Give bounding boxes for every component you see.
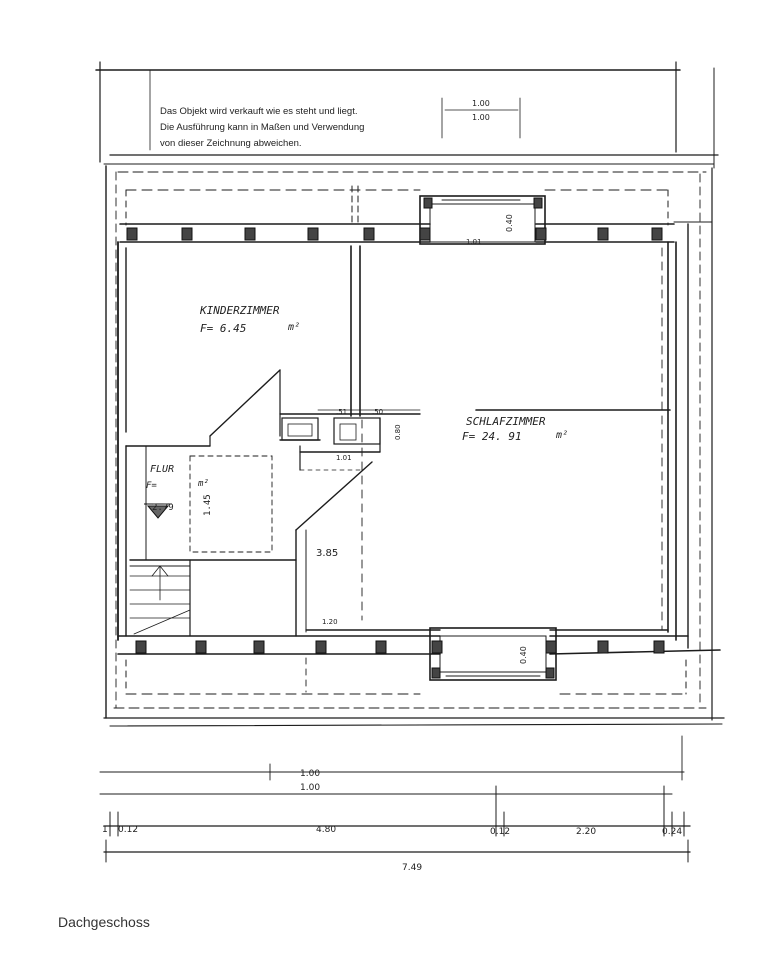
disclaimer-line-2: Die Ausführung kann in Maßen und Verwendung bbox=[160, 122, 365, 133]
small-dim-2: 1.01 bbox=[336, 454, 352, 462]
stair-dim-label: 1.45 bbox=[203, 494, 213, 516]
window-dim-bottom: 0.40 bbox=[519, 646, 528, 664]
room-kinderzimmer-name: KINDERZIMMER bbox=[200, 304, 280, 317]
room-flur-area: F= bbox=[146, 481, 157, 491]
room-flur-name: FLUR bbox=[150, 464, 175, 475]
window-dim-top: 0.40 bbox=[505, 214, 514, 232]
bath-dim-c: 0.80 bbox=[394, 424, 402, 440]
room-kinderzimmer-unit: m² bbox=[288, 322, 301, 333]
disclaimer-line-1: Das Objekt wird verkauft wie es steht und liegt. bbox=[160, 106, 358, 117]
room-flur-unit: m² bbox=[198, 479, 209, 489]
dim-seg-4: 2.20 bbox=[576, 827, 597, 837]
inner-dim-label: 1.20 bbox=[322, 618, 338, 626]
dim-seg-3: 0.12 bbox=[490, 827, 511, 837]
wall-dim-label: 3.85 bbox=[316, 548, 339, 559]
room-schlafzimmer-name: SCHLAFZIMMER bbox=[466, 415, 546, 428]
room-schlafzimmer-area: F= 24. 91 bbox=[462, 430, 522, 443]
dim-total: 7.49 bbox=[402, 863, 423, 873]
disclaimer-line-3: von dieser Zeichnung abweichen. bbox=[160, 138, 302, 149]
room-kinderzimmer-area: F= 6.45 bbox=[200, 322, 247, 335]
bath-dim-a: .51 bbox=[336, 408, 348, 416]
dim-seg-1: 0.12 bbox=[118, 825, 139, 835]
dim-seg-5: 0.24 bbox=[662, 827, 683, 837]
dim-seg-0: 1 bbox=[102, 825, 108, 835]
top-dim-label-1: 1.00 bbox=[472, 99, 490, 108]
dim-seg-2: 4.80 bbox=[316, 825, 337, 835]
top-dim-label-2: 1.00 bbox=[472, 113, 490, 122]
disclaimer-note bbox=[160, 104, 364, 152]
bath-dim-b: .50 bbox=[372, 408, 384, 416]
dim-row1-a: 1.00 bbox=[300, 769, 321, 779]
floor-caption: Dachgeschoss bbox=[58, 914, 150, 930]
dim-row1-b: 1.00 bbox=[300, 783, 321, 793]
level-label: 2.79 bbox=[152, 503, 174, 513]
room-schlafzimmer-unit: m² bbox=[556, 430, 569, 441]
small-dim-1: 1.01 bbox=[466, 238, 482, 246]
